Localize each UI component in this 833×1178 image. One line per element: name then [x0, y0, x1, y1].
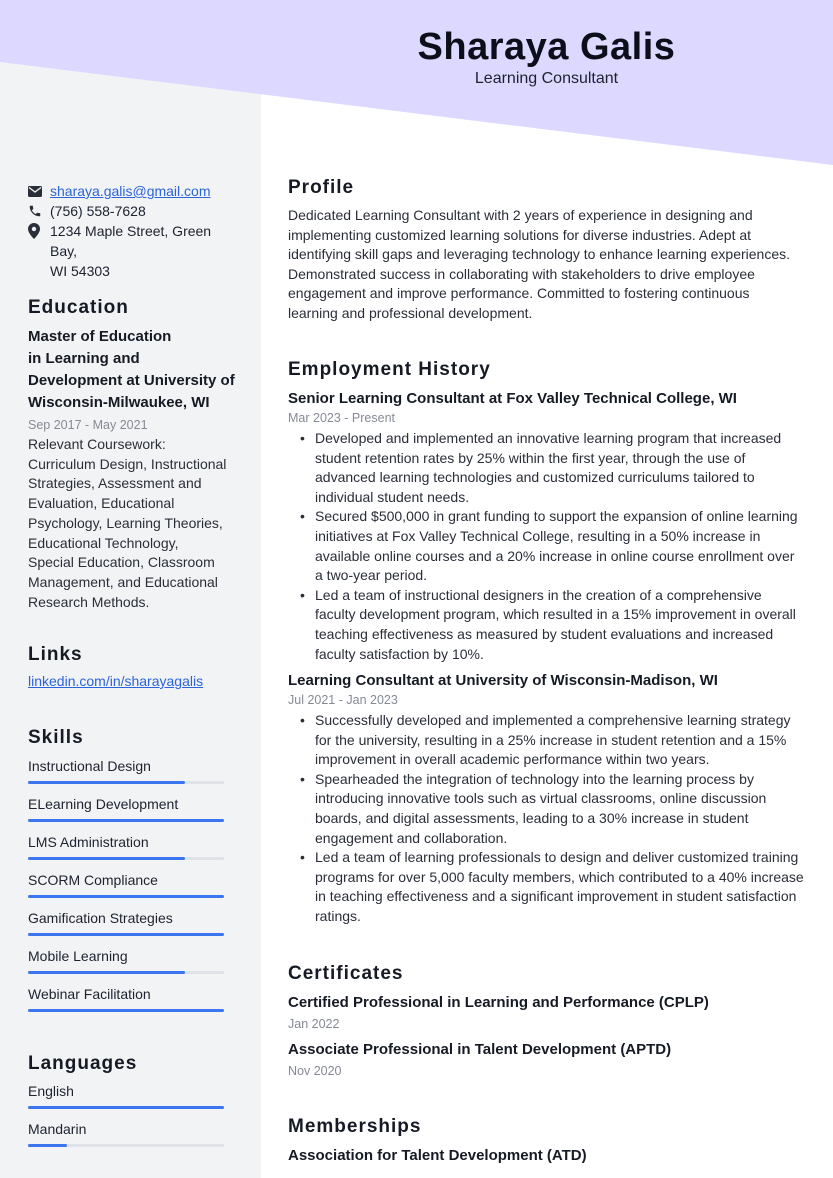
job-bullet: • Successfully developed and implemented a comprehensive learning strategy for the university, resulting in a 25% increase in student retention and a 15% improvement in overall academic performance within two years. — [315, 711, 804, 770]
skill-item: SCORM Compliance — [28, 871, 224, 898]
job-dates: Mar 2023 - Present — [288, 411, 395, 425]
skill-level-bar — [28, 971, 224, 974]
skill-level-bar — [28, 1009, 224, 1012]
languages-heading: Languages — [28, 1053, 138, 1074]
language-level-bar — [28, 1106, 224, 1109]
language-item: English — [28, 1082, 224, 1109]
skill-level-bar — [28, 933, 224, 936]
profile-heading: Profile — [288, 177, 355, 198]
job-title: Learning Consultant at University of Wisconsin-Madison, WI — [288, 672, 718, 689]
contact-address-row — [28, 221, 238, 281]
job-entry — [288, 389, 804, 664]
job-entry — [288, 671, 804, 927]
certificate-item — [288, 993, 804, 1033]
candidate-title: Learning Consultant — [474, 70, 619, 87]
skill-level-bar — [28, 781, 224, 784]
job-bullets — [315, 711, 804, 927]
certificate-name: Certified Professional in Learning and Performance (CPLP) — [288, 994, 709, 1011]
contact-phone-row — [28, 201, 238, 221]
education-dates: Sep 2017 - May 2021 — [28, 418, 148, 432]
job-title: Senior Learning Consultant at Fox Valley Technical College, WI — [288, 390, 737, 407]
skill-item: Gamification Strategies — [28, 909, 224, 936]
address: 1234 Maple Street, Green Bay, WI 54303 — [50, 223, 212, 279]
job-bullets — [315, 429, 804, 664]
contact-email-row — [28, 181, 238, 201]
job-bullet: • Led a team of instructional designers in the creation of a comprehensive faculty development program, which resulted in a 15% improvement in overall teaching effectiveness as measured by student evaluations and increased faculty satisfaction by 10%. — [315, 586, 804, 664]
skill-item: Instructional Design — [28, 757, 224, 784]
certificate-item — [288, 1040, 804, 1080]
contact-block — [28, 181, 238, 281]
email-link[interactable]: sharaya.galis@gmail.com — [50, 183, 211, 199]
skill-level-bar — [28, 857, 224, 860]
job-dates: Jul 2021 - Jan 2023 — [288, 693, 398, 707]
skill-level-bar — [28, 895, 224, 898]
candidate-name: Sharaya Galis — [417, 26, 676, 68]
job-bullet: • Secured $500,000 in grant funding to support the expansion of online learning initiatives at Fox Valley Technical College, resulting in a 50% increase in available online courses and a 20% increase in online course enrollment over a two-year period. — [315, 507, 804, 585]
phone-number: (756) 558-7628 — [50, 203, 146, 219]
skills-heading: Skills — [28, 727, 84, 748]
memberships-heading: Memberships — [288, 1116, 422, 1137]
certificate-date: Nov 2020 — [288, 1064, 342, 1078]
job-bullet: • Spearheaded the integration of technology into the learning process by introducing innovative tools such as virtual classrooms, online discussion boards, and digital assessments, leading to a 30% increase in student engagement and collaboration. — [315, 770, 804, 848]
job-bullet: • Developed and implemented an innovative learning program that increased student retention rates by 25% within the first year, through the use of advanced learning technologies and customized curriculums tailored to individual student needs. — [315, 429, 804, 507]
skill-item: LMS Administration — [28, 833, 224, 860]
certificate-date: Jan 2022 — [288, 1017, 340, 1031]
education-heading: Education — [28, 297, 129, 318]
location-pin-icon — [28, 221, 50, 241]
job-bullet: • Led a team of learning professionals to design and deliver customized training programs for over 5,000 faculty members, which contributed to a 40% increase in teaching effectiveness and a significant improvement in student satisfaction ratings. — [315, 848, 804, 926]
envelope-icon — [28, 181, 50, 201]
skill-level-bar — [28, 819, 224, 822]
coursework: Relevant Coursework: Curriculum Design, Instructional Strategies, Assessment and Evaluation, Educational Psychology, Learning Theories, Educational Technology, Special Education, Classroom Management, and Educational Research Methods. — [28, 436, 227, 610]
employment-heading: Employment History — [288, 359, 491, 380]
degree-title: Master of Education in Learning and Development at University of Wisconsin-Milwaukee, WI — [28, 328, 235, 411]
education-entry — [28, 326, 238, 612]
membership-item: Association for Talent Development (ATD) — [288, 1147, 587, 1164]
skill-item: ELearning Development — [28, 795, 224, 822]
profile-summary: Dedicated Learning Consultant with 2 years of experience in designing and implementing customized learning solutions for diverse industries. Adept at identifying skill gaps and leveraging technology to enhance learning experiences. Demonstrated success in collaborating with stakeholders to drive employee engagement and improve performance. Committed to fostering continuous learning and professional development. — [288, 207, 790, 321]
skill-item: Webinar Facilitation — [28, 985, 224, 1012]
language-item: Mandarin — [28, 1120, 224, 1147]
language-level-bar — [28, 1144, 224, 1147]
phone-icon — [28, 201, 50, 221]
links-heading: Links — [28, 644, 83, 665]
linkedin-link[interactable]: linkedin.com/in/sharayagalis — [28, 673, 204, 689]
certificate-name: Associate Professional in Talent Development (APTD) — [288, 1041, 672, 1058]
skill-item: Mobile Learning — [28, 947, 224, 974]
certificates-heading: Certificates — [288, 963, 404, 984]
